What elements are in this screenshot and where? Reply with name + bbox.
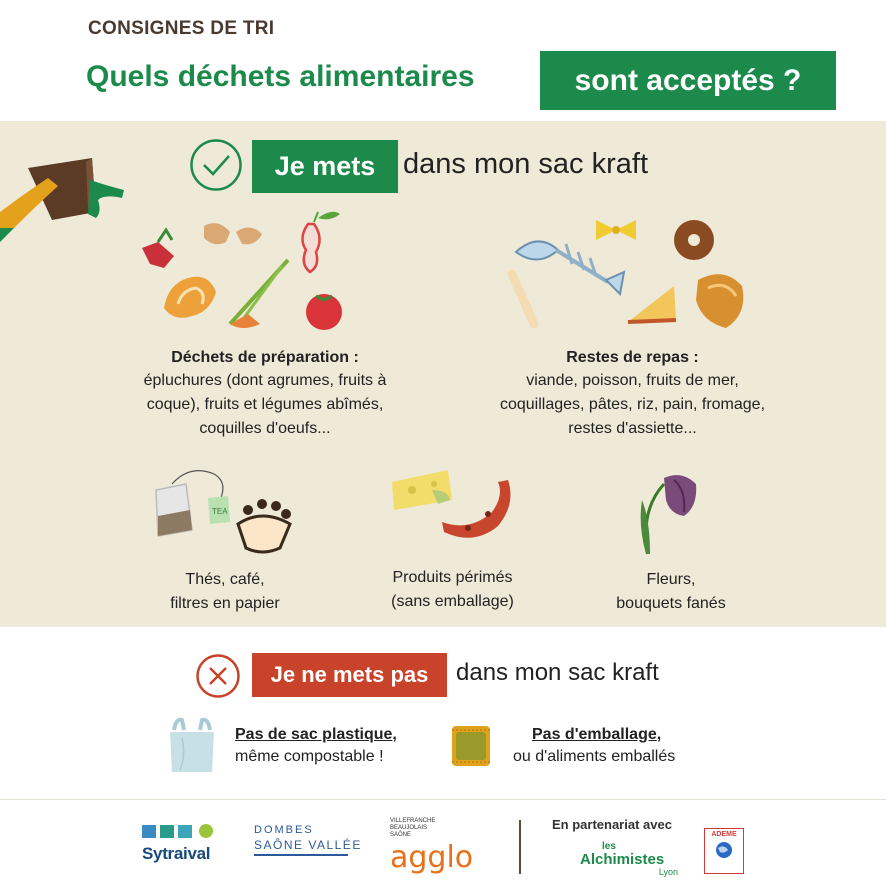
category-line: coque), fruits et légumes abîmés,	[146, 396, 384, 413]
category-title: Déchets de préparation :	[171, 349, 359, 366]
dombes-logo-line2: SAÔNE VALLÉE	[254, 838, 362, 852]
sytraival-logo	[142, 823, 214, 864]
category-line: restes d'assiette...	[568, 420, 697, 437]
ademe-logo	[704, 828, 744, 874]
meal-leftovers-icon	[498, 210, 750, 340]
page-title: Quels déchets alimentaires	[86, 60, 475, 93]
refused-label-rest: dans mon sac kraft	[456, 659, 659, 686]
agglo-logo	[390, 818, 474, 875]
category-line: épluchures (dont agrumes, fruits à	[143, 372, 387, 389]
header-kicker: CONSIGNES DE TRI	[88, 18, 275, 39]
category-line: coquillages, pâtes, riz, pain, fromage,	[499, 396, 766, 413]
refused-item-comma: ,	[656, 726, 662, 743]
faded-flower-icon	[634, 470, 700, 556]
category-tea-coffee	[130, 568, 320, 616]
category-line: coquilles d'oeufs...	[199, 420, 331, 437]
category-leftovers	[475, 349, 790, 441]
category-line: bouquets fanés	[616, 595, 726, 612]
refused-item-title: Pas d'emballage	[532, 726, 657, 743]
category-flowers	[580, 568, 762, 616]
sytraival-mark-icon	[142, 823, 214, 839]
hand-with-bag-icon	[0, 150, 130, 250]
ademe-globe-icon	[706, 840, 742, 860]
category-preparation	[110, 349, 420, 441]
refused-item-plastic	[235, 726, 397, 766]
alchimistes-logo	[580, 841, 684, 877]
category-expired-products	[355, 566, 550, 614]
ademe-logo-text: ADEME	[711, 831, 737, 838]
refused-item-text: même compostable !	[235, 748, 384, 765]
sytraival-logo-text: Sytraival	[142, 844, 211, 863]
dombes-logo-line1: DOMBES	[254, 824, 314, 836]
category-title: Restes de repas :	[566, 349, 699, 366]
alchimistes-name: Alchimistes	[580, 851, 665, 868]
refused-item-packaging	[513, 726, 703, 766]
accepted-label: Je mets	[252, 140, 398, 193]
dombes-logo	[254, 824, 362, 856]
expired-products-icon	[388, 466, 516, 544]
tea-tag: TEA	[212, 507, 228, 516]
footer-separator	[519, 820, 521, 874]
agglo-logo-word: agglo	[390, 840, 474, 875]
plastic-bag-icon	[166, 716, 218, 776]
refused-label: Je ne mets pas	[252, 653, 447, 697]
category-line: Thés, café,	[185, 571, 265, 588]
alchimistes-city: Lyon	[658, 867, 678, 877]
category-line: (sans emballage)	[391, 593, 514, 610]
tea-coffee-filter-icon	[150, 468, 295, 556]
page-title-highlight: sont acceptés ?	[540, 51, 836, 110]
category-line: filtres en papier	[170, 595, 280, 612]
category-line: viande, poisson, fruits de mer,	[526, 372, 739, 389]
cross-circle-icon	[195, 653, 241, 699]
refused-item-comma: ,	[392, 726, 397, 743]
partner-label: En partenariat avec	[552, 817, 672, 832]
category-line: Produits périmés	[392, 569, 513, 586]
check-circle-icon	[189, 138, 243, 192]
refused-item-text: ou d'aliments emballés	[513, 748, 676, 765]
category-line: Fleurs,	[646, 571, 696, 588]
agglo-logo-top: VILLEFRANCHE BEAUJOLAIS SAÔNE	[390, 818, 436, 838]
alchimistes-les: les	[602, 841, 616, 852]
footer-divider	[0, 799, 886, 800]
refused-item-title: Pas de sac plastique	[235, 726, 393, 743]
preparation-waste-icon	[138, 208, 350, 336]
packaging-icon	[448, 722, 494, 770]
accepted-label-rest: dans mon sac kraft	[403, 148, 648, 180]
